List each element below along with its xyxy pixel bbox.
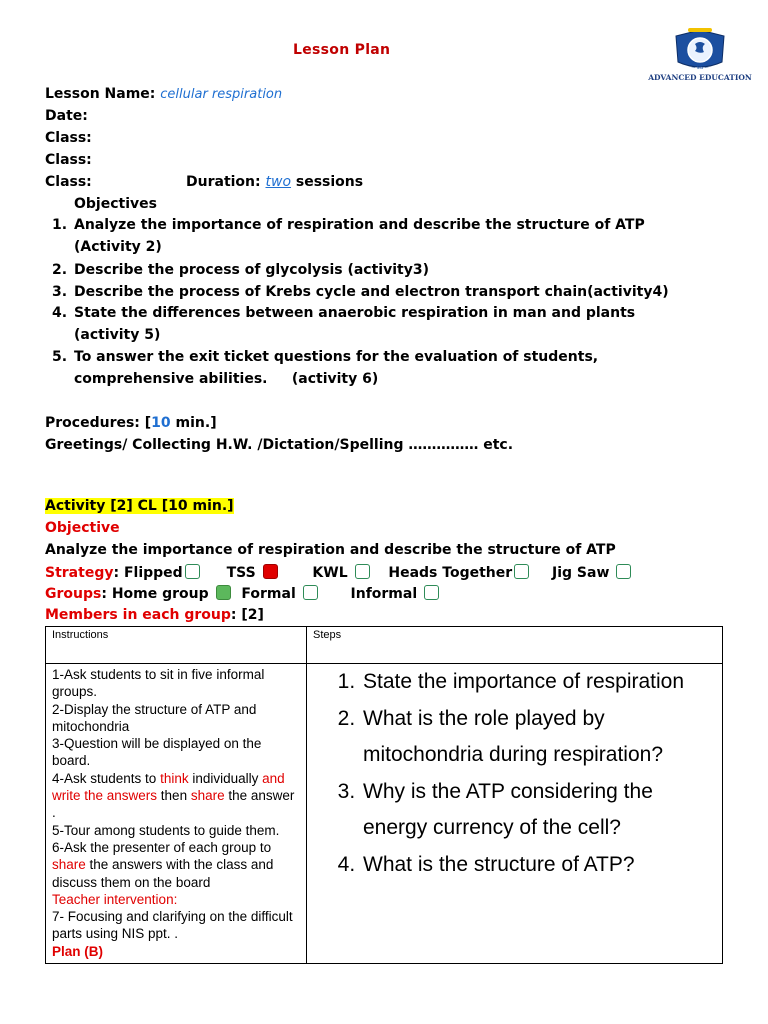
members-label: Members in each group: [45, 607, 231, 623]
column-header-instructions: Instructions: [46, 627, 307, 664]
members-value: [2]: [241, 607, 264, 623]
lesson-name-label: Lesson Name:: [45, 86, 156, 102]
class-label: Class:: [45, 174, 92, 190]
list-item: 1. State the importance of respiration: [361, 664, 714, 701]
greetings-line: Greetings/ Collecting H.W. /Dictation/Spelling …………… etc.: [45, 437, 514, 453]
strategy-option-kwl[interactable]: KWL: [312, 565, 369, 581]
group-option-formal[interactable]: Formal: [241, 586, 317, 602]
group-option-home[interactable]: Home group: [112, 586, 231, 602]
table-row: [46, 664, 723, 964]
page-title: Lesson Plan: [293, 42, 391, 58]
checkbox-icon: [355, 564, 370, 579]
date-label: Date:: [45, 108, 88, 124]
checkbox-icon: [185, 564, 200, 579]
objective-item: 2. Describe the process of glycolysis (activity3): [52, 262, 429, 278]
objective-item: 4. State the differences between anaerobic respiration in man and plants: [52, 305, 636, 321]
list-item: 4. What is the structure of ATP?: [361, 847, 714, 884]
strategy-option-flipped[interactable]: Flipped: [124, 565, 200, 581]
members-row: Members in each group: [2]: [45, 607, 264, 623]
checkbox-icon: [424, 585, 439, 600]
objective-item-cont: (activity 5): [74, 327, 161, 343]
procedures-minutes: 10: [151, 415, 171, 431]
duration-unit: sessions: [295, 174, 364, 190]
checkbox-icon: [514, 564, 529, 579]
list-item: 2. What is the role played by mitochondria during respiration?: [361, 701, 714, 774]
activity-objective-label: Objective: [45, 520, 120, 536]
groups-row: Groups: Home group Formal Informal: [45, 585, 439, 602]
duration-value: two: [265, 174, 292, 190]
steps-list: [311, 664, 714, 883]
teacher-intervention-label: Teacher intervention:: [52, 891, 178, 907]
checkbox-checked-icon: [263, 564, 278, 579]
lesson-name-value: cellular respiration: [160, 87, 283, 102]
class-label: Class:: [45, 130, 92, 146]
activity-title: Activity [2] CL [10 min.]: [45, 498, 234, 514]
objective-item-cont: (Activity 2): [74, 239, 162, 255]
objective-item: 1. Analyze the importance of respiration and describe the structure of ATP: [52, 217, 645, 233]
duration-label: Duration:: [186, 174, 261, 190]
list-item: 3. Why is the ATP considering the energy currency of the cell?: [361, 774, 714, 847]
lesson-name-row: [45, 86, 282, 102]
groups-label: Groups: [45, 586, 102, 602]
svg-text:ADVANCED EDUCATION: ADVANCED EDUCATION: [648, 73, 752, 82]
objective-item: 3. Describe the process of Krebs cycle and electron transport chain(activity4): [52, 284, 669, 300]
class-label: Class:: [45, 152, 92, 168]
instructions-cell: 1-Ask students to sit in five informal groups. 2-Display the structure of ATP and mitochondria 3-Question will be displayed on the board. 4-Ask students to think individually and write the answers then share the answer . 5-Tour among students to guide them. 6-Ask the presenter of each group to share the answers with the class and discuss them on the board Teacher intervention: 7- Focusing and clarifying on the difficult parts using NIS ppt. . Plan (B): [46, 664, 307, 964]
checkbox-checked-icon: [216, 585, 231, 600]
nis-logo: [648, 28, 752, 94]
table-header-row: [46, 627, 723, 664]
strategy-option-tss[interactable]: TSS: [227, 565, 278, 581]
strategy-row: Strategy: Flipped TSS KWL Heads Together Jig Saw: [45, 564, 631, 581]
column-header-steps: Steps: [307, 627, 723, 664]
group-option-informal[interactable]: Informal: [351, 586, 440, 602]
strategy-option-heads-together[interactable]: Heads Together: [388, 565, 529, 581]
checkbox-icon: [616, 564, 631, 579]
plan-b-label: Plan (B): [52, 943, 104, 959]
activity-objective-text: Analyze the importance of respiration and describe the structure of ATP: [45, 542, 616, 558]
procedures-row: Procedures: [10 min.]: [45, 415, 217, 431]
objectives-heading: Objectives: [74, 196, 157, 212]
objective-item-cont: comprehensive abilities. (activity 6): [74, 371, 379, 387]
activity-table: [45, 626, 723, 964]
strategy-option-jig-saw[interactable]: Jig Saw: [552, 565, 631, 581]
strategy-label: Strategy: [45, 565, 114, 581]
objective-item: 5. To answer the exit ticket questions for the evaluation of students,: [52, 349, 599, 365]
steps-cell: [307, 664, 723, 964]
checkbox-icon: [303, 585, 318, 600]
svg-text:— NIS —: — NIS —: [691, 65, 709, 70]
duration-row: [186, 174, 363, 190]
